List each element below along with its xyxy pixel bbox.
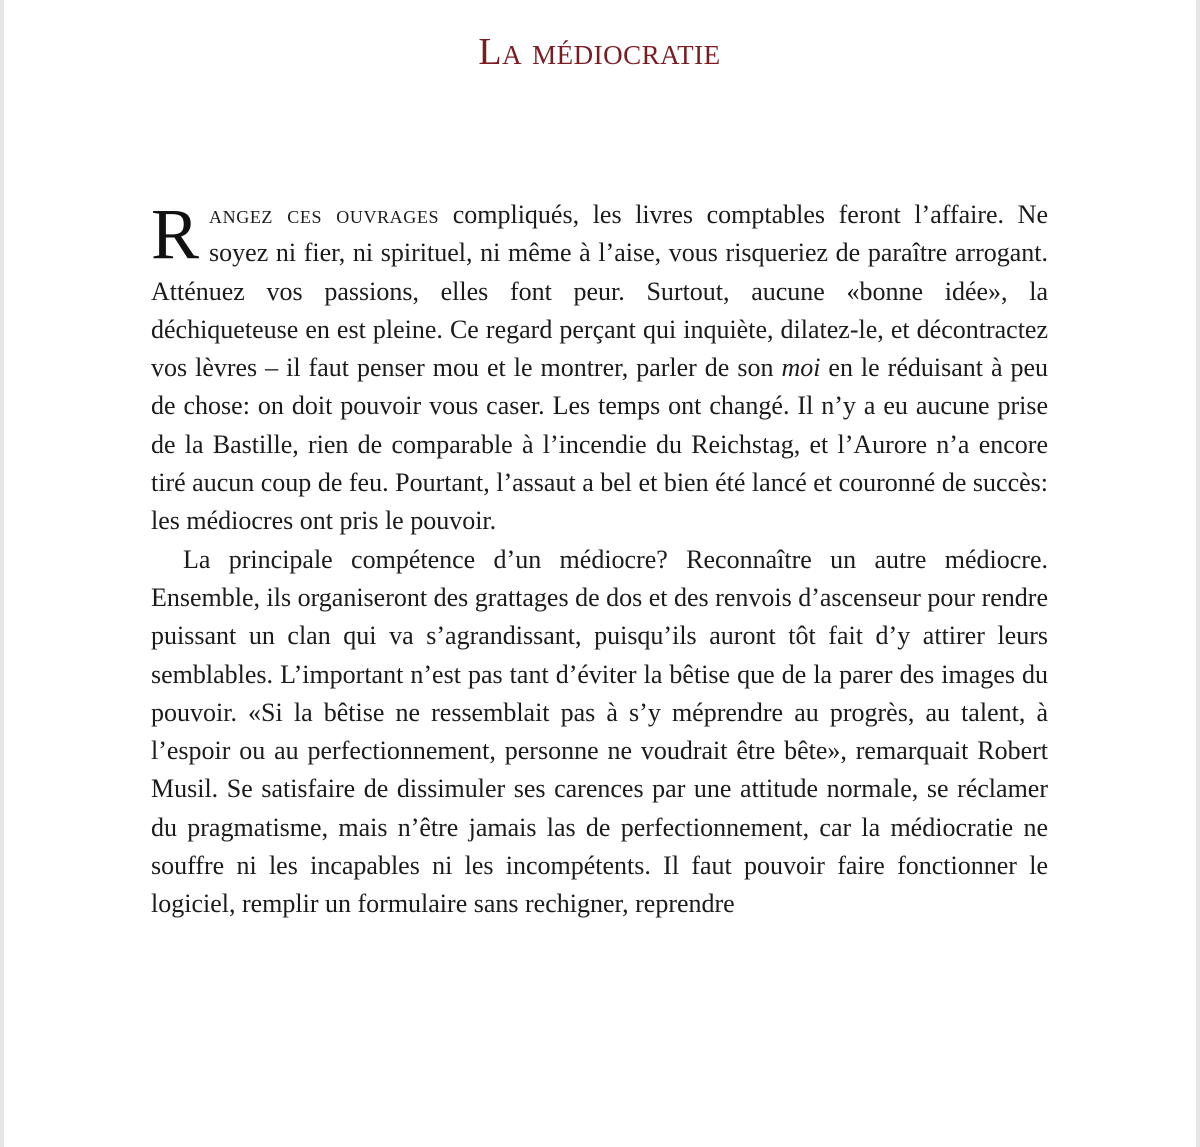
book-page bbox=[151, 0, 1048, 1147]
paragraph-1-text-a: compliqués, les livres comptables feront l’affaire. Ne soyez ni fier, ni spirituel, ni même à l’aise, vous risqueriez de paraître arrogant. Atténuez vos passions, elles font peur. Surtout, aucune «bonne idée», la déchiqueteuse en est pleine. Ce regard perçant qui inquiète, dilatez-le, et décontractez vos lèvres – il faut penser mou et le montrer, parler de son bbox=[151, 200, 1048, 383]
chapter-title: La médiocratie bbox=[478, 31, 721, 73]
lead-in-smallcaps: angez ces ouvrages bbox=[209, 200, 440, 229]
paragraph-1-italic: moi bbox=[781, 353, 821, 383]
paragraph-1 bbox=[151, 196, 1048, 541]
page-edge-left bbox=[0, 0, 4, 1147]
paragraph-2: La principale compétence d’un médiocre? Reconnaître un autre médiocre. Ensemble, ils organiseront des grattages de dos et des renvois d’ascenseur pour rendre puissant un clan qui va s’agrandissant, puisqu’ils auront tôt fait d’y attirer leurs semblables. L’important n’est pas tant d’éviter la bêtise que de la parer des images du pouvoir. «Si la bêtise ne ressemblait pas à s’y méprendre au progrès, au talent, à l’espoir ou au perfectionnement, personne ne voudrait être bête», remarquait Robert Musil. Se satisfaire de dissimuler ses carences par une attitude normale, se réclamer du pragmatisme, mais n’être jamais las de perfectionnement, car la médiocratie ne souffre ni les incapables ni les incompétents. Il faut pouvoir faire fonctionner le logiciel, remplir un formulaire sans rechigner, reprendre bbox=[151, 544, 1048, 919]
drop-cap: R bbox=[151, 194, 200, 274]
body-text bbox=[151, 196, 1048, 924]
page-edge-right bbox=[1196, 0, 1200, 1147]
paragraph-1-text-b: en le réduisant à peu de chose: on doit pouvoir vous caser. Les temps ont changé. Il n’y a eu aucune prise de la Bastille, rien de comparable à l’incendie du Reichstag, et l’Aurore n’a encore tiré aucun coup de feu. Pourtant, l’assaut a bel et bien été lancé et couronné de succès: les médiocres ont pris le pouvoir. bbox=[151, 353, 1049, 536]
